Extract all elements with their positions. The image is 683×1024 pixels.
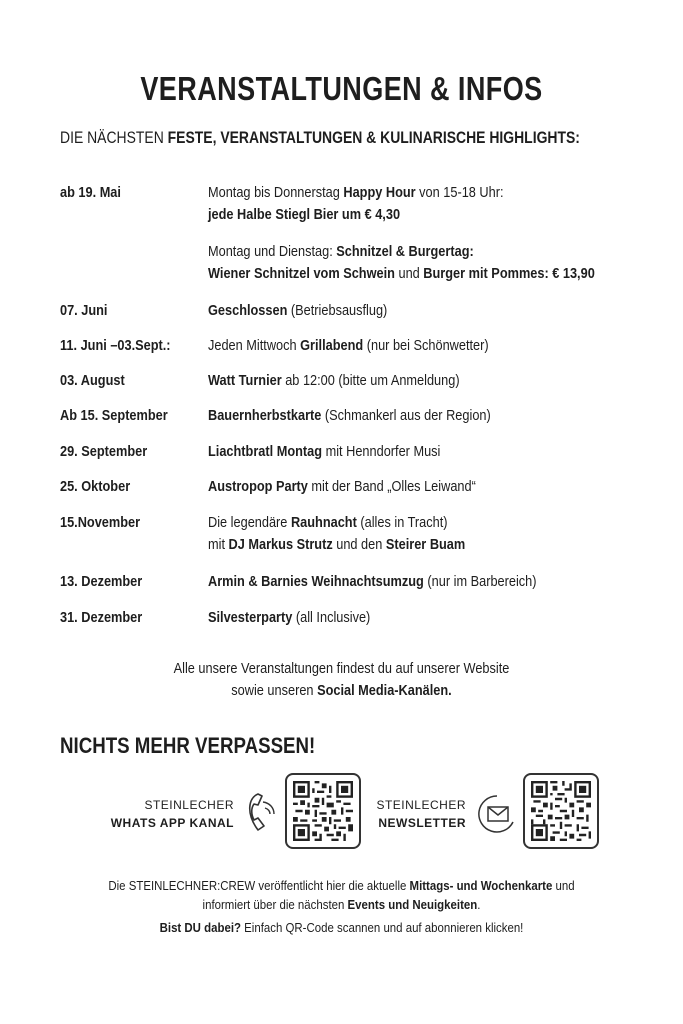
footer-highlight: Events und Neuigkeiten (347, 897, 478, 912)
event-description (208, 441, 440, 463)
footer-text: . (477, 897, 481, 912)
event-date: 11. Juni –03.Sept.: (60, 337, 171, 354)
event-highlight: Watt Turnier (208, 372, 282, 389)
event-date: 07. Juni (60, 302, 108, 319)
event-description (208, 335, 489, 357)
mail-icon (477, 794, 517, 834)
event-text: und den (332, 536, 386, 553)
newsletter-label (338, 796, 466, 832)
event-highlight: Schnitzel & Burgertag: (336, 243, 474, 260)
event-date: 03. August (60, 372, 125, 389)
page-subtitle (60, 128, 580, 148)
event-description (208, 300, 387, 322)
event-date: 13. Dezember (60, 573, 143, 590)
social-media-link: Social Media-Kanälen. (317, 682, 452, 699)
event-description (208, 476, 476, 498)
subtitle-prefix: DIE NÄCHSTEN (60, 128, 168, 147)
event-description (208, 241, 595, 285)
event-text: Die legendäre (208, 514, 291, 531)
event-text: und (394, 265, 424, 282)
event-text: (Schmankerl aus der Region) (321, 407, 491, 424)
phone-chat-icon (244, 790, 280, 836)
event-highlight: Happy Hour (343, 184, 416, 201)
newsletter-label-line2: NEWSLETTER (378, 816, 466, 830)
footer-text: informiert über die nächsten (202, 897, 348, 912)
event-highlight: Armin & Barnies Weihnachtsumzug (208, 573, 424, 590)
event-text: mit der Band „Olles Leiwand“ (307, 478, 476, 495)
newsletter-qr-code[interactable] (523, 773, 599, 849)
event-description (208, 512, 465, 556)
event-highlight: Liachtbratl Montag (208, 443, 323, 460)
event-highlight: Steirer Buam (385, 536, 466, 553)
event-date: 31. Dezember (60, 609, 143, 626)
event-text: (Betriebsausflug) (287, 302, 388, 319)
event-highlight: Wiener Schnitzel vom Schwein (208, 265, 395, 282)
event-date: 15.November (60, 514, 141, 531)
note-line2: sowie unseren (231, 682, 318, 699)
qr-code-pattern (531, 781, 591, 841)
event-highlight: Burger mit Pommes: € 13,90 (423, 265, 595, 282)
subtitle-bold: FESTE, VERANSTALTUNGEN & KULINARISCHE HIGHLIGHTS: (167, 128, 580, 147)
event-text: mit Henndorfer Musi (322, 443, 441, 460)
footer-cta-text: Einfach QR-Code scannen und auf abonnieren klicken! (241, 920, 524, 935)
event-text: mit (208, 536, 229, 553)
event-text: von 15-18 Uhr: (415, 184, 504, 201)
event-highlight: Bauernherbstkarte (208, 407, 322, 424)
footer-info (41, 876, 642, 914)
event-text: Montag bis Donnerstag (208, 184, 344, 201)
page-title: VERANSTALTUNGEN & INFOS (140, 70, 543, 107)
event-description (208, 405, 491, 427)
whatsapp-label-line2: WHATS APP KANAL (110, 816, 234, 830)
event-date: 29. September (60, 443, 148, 460)
newsletter-label-line1: STEINLECHER (376, 798, 466, 812)
event-text: (all Inclusive) (292, 609, 371, 626)
footer-cta-bold: Bist DU dabei? (159, 920, 242, 935)
event-highlight: Austropop Party (208, 478, 308, 495)
event-text: (nur bei Schönwetter) (363, 337, 489, 354)
event-highlight: Grillabend (300, 337, 364, 354)
event-description (208, 370, 460, 392)
event-highlight: Geschlossen (208, 302, 288, 319)
whatsapp-label (106, 796, 234, 832)
footer-cta (41, 918, 642, 937)
event-description (208, 182, 504, 226)
footer-highlight: Mittags- und Wochenkarte (409, 878, 553, 893)
footer-text: Die STEINLECHNER:CREW veröffentlicht hier die aktuelle (108, 878, 410, 893)
event-date: Ab 15. September (60, 407, 168, 424)
event-description (208, 607, 370, 629)
event-date: 25. Oktober (60, 478, 131, 495)
website-note (51, 658, 632, 702)
event-date: ab 19. Mai (60, 184, 121, 201)
event-description (208, 571, 537, 593)
event-highlight: Silvesterparty (208, 609, 293, 626)
whatsapp-label-line1: STEINLECHER (144, 798, 234, 812)
event-text: Montag und Dienstag: (208, 243, 337, 260)
footer-text: und (552, 878, 575, 893)
event-highlight: DJ Markus Strutz (228, 536, 333, 553)
note-line1: Alle unsere Veranstaltungen findest du auf unserer Website (173, 660, 510, 677)
event-highlight: jede Halbe Stiegl Bier um € 4,30 (208, 206, 401, 223)
event-text: Jeden Mittwoch (208, 337, 301, 354)
section-heading: NICHTS MEHR VERPASSEN! (60, 733, 316, 758)
event-text: (nur im Barbereich) (423, 573, 537, 590)
event-text: ab 12:00 (bitte um Anmeldung) (281, 372, 460, 389)
event-highlight: Rauhnacht (290, 514, 357, 531)
event-text: (alles in Tracht) (356, 514, 448, 531)
